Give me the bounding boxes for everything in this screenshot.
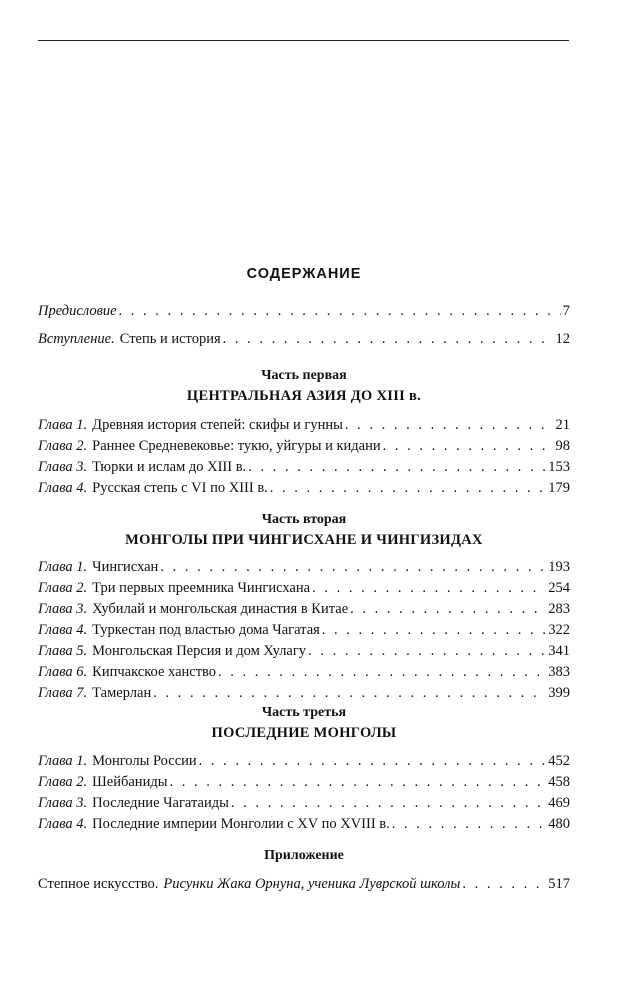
- toc-entry-part2-ch6[interactable]: [38, 662, 570, 682]
- leader-dots: [223, 329, 554, 349]
- leader-dots: [392, 814, 547, 834]
- leader-dots: [218, 662, 546, 682]
- part-3-title: ПОСЛЕДНИЕ МОНГОЛЫ: [211, 725, 397, 741]
- entry-page: 399: [548, 685, 570, 701]
- entry-label: Глава 3.: [38, 795, 88, 811]
- leader-dots: [119, 301, 561, 321]
- toc-entry-part3-ch1[interactable]: [38, 751, 570, 771]
- part-1-label: Часть первая: [261, 368, 347, 383]
- leader-dots: [199, 751, 547, 771]
- leader-dots: [160, 557, 546, 577]
- entry-page: 153: [548, 459, 570, 475]
- entry-title: Русская степь с VI по XIII в.: [92, 480, 268, 496]
- entry-title: Древняя история степей: скифы и гунны: [92, 417, 343, 433]
- entry-title: Кипчакское ханство: [92, 664, 217, 680]
- toc-entry-appendix[interactable]: [38, 874, 570, 894]
- entry-subtitle: Рисунки Жака Орнуна, ученика Луврской школы: [163, 876, 461, 892]
- entry-title: Тюрки и ислам до XIII в.: [92, 459, 247, 475]
- entry-page: 193: [548, 559, 570, 575]
- entry-label: Глава 3.: [38, 601, 88, 617]
- entry-title: Монголы России: [92, 753, 197, 769]
- leader-dots: [169, 772, 546, 792]
- entry-title: Чингисхан: [92, 559, 159, 575]
- entry-title: Тамерлан: [92, 685, 152, 701]
- entry-label: Глава 1.: [38, 417, 88, 433]
- part-3-label: Часть третья: [261, 705, 347, 720]
- leader-dots: [308, 641, 546, 661]
- entry-label: Глава 1.: [38, 559, 88, 575]
- entry-page: 12: [555, 331, 570, 347]
- appendix-label: Приложение: [264, 848, 344, 863]
- toc-entry-part2-ch3[interactable]: [38, 599, 570, 619]
- entry-title: Раннее Средневековье: тукю, уйгуры и кидани: [92, 438, 381, 454]
- entry-label: Глава 1.: [38, 753, 88, 769]
- entry-page: 458: [548, 774, 570, 790]
- toc-entry-part2-ch7[interactable]: [38, 683, 570, 703]
- toc-entry-part1-ch3[interactable]: [38, 457, 570, 477]
- toc-entry-part3-ch3[interactable]: [38, 793, 570, 813]
- leader-dots: [270, 478, 546, 498]
- entry-page: 383: [548, 664, 570, 680]
- entry-page: 21: [555, 417, 570, 433]
- entry-title: Три первых преемника Чингисхана: [92, 580, 311, 596]
- part-2-title: МОНГОЛЫ ПРИ ЧИНГИСХАНЕ И ЧИНГИЗИДАХ: [125, 532, 483, 548]
- entry-label: Глава 4.: [38, 622, 88, 638]
- leader-dots: [153, 683, 546, 703]
- entry-page: 341: [548, 643, 570, 659]
- entry-page: 452: [548, 753, 570, 769]
- entry-title: Степное искусство.: [38, 876, 159, 892]
- leader-dots: [383, 436, 554, 456]
- entry-title: Монгольская Персия и дом Хулагу: [92, 643, 307, 659]
- entry-page: 98: [555, 438, 570, 454]
- entry-label: Глава 5.: [38, 643, 88, 659]
- top-rule: [38, 40, 569, 41]
- entry-page: 254: [548, 580, 570, 596]
- entry-title: Хубилай и монгольская династия в Китае: [92, 601, 349, 617]
- entry-label: Глава 6.: [38, 664, 88, 680]
- entry-title: Степь и история: [119, 331, 221, 347]
- toc-entry-part2-ch4[interactable]: [38, 620, 570, 640]
- toc-entry-part1-ch2[interactable]: [38, 436, 570, 456]
- part-1-title: ЦЕНТРАЛЬНАЯ АЗИЯ ДО XIII в.: [186, 388, 422, 404]
- entry-page: 517: [548, 876, 570, 892]
- entry-label: Предисловие: [38, 303, 117, 319]
- entry-label: Глава 4.: [38, 480, 88, 496]
- entry-label: Глава 7.: [38, 685, 88, 701]
- entry-page: 283: [548, 601, 570, 617]
- entry-page: 480: [548, 816, 570, 832]
- leader-dots: [312, 578, 546, 598]
- leader-dots: [350, 599, 546, 619]
- entry-title: Шейбаниды: [92, 774, 168, 790]
- toc-entry-part2-ch2[interactable]: [38, 578, 570, 598]
- entry-label: Вступление.: [38, 331, 115, 347]
- toc-heading: СОДЕРЖАНИЕ: [246, 266, 362, 282]
- toc-entry-part2-ch1[interactable]: [38, 557, 570, 577]
- toc-entry-introduction[interactable]: [38, 329, 570, 349]
- toc-entry-part2-ch5[interactable]: [38, 641, 570, 661]
- toc-entry-part3-ch2[interactable]: [38, 772, 570, 792]
- leader-dots: [248, 457, 546, 477]
- entry-label: Глава 2.: [38, 438, 88, 454]
- toc-entry-part3-ch4[interactable]: [38, 814, 570, 834]
- leader-dots: [462, 874, 546, 894]
- entry-page: 322: [548, 622, 570, 638]
- leader-dots: [322, 620, 546, 640]
- entry-page: 469: [548, 795, 570, 811]
- leader-dots: [231, 793, 546, 813]
- toc-entry-part1-ch1[interactable]: [38, 415, 570, 435]
- toc-entry-part1-ch4[interactable]: [38, 478, 570, 498]
- entry-page: 7: [562, 303, 570, 319]
- entry-title: Последние империи Монголии с XV по XVIII в.: [92, 816, 390, 832]
- toc-entry-preface[interactable]: [38, 301, 570, 321]
- entry-label: Глава 4.: [38, 816, 88, 832]
- part-2-label: Часть вторая: [261, 512, 347, 527]
- entry-title: Последние Чагатаиды: [92, 795, 229, 811]
- entry-title: Туркестан под властью дома Чагатая: [92, 622, 320, 638]
- entry-label: Глава 2.: [38, 774, 88, 790]
- entry-page: 179: [548, 480, 570, 496]
- entry-label: Глава 2.: [38, 580, 88, 596]
- leader-dots: [345, 415, 554, 435]
- entry-label: Глава 3.: [38, 459, 88, 475]
